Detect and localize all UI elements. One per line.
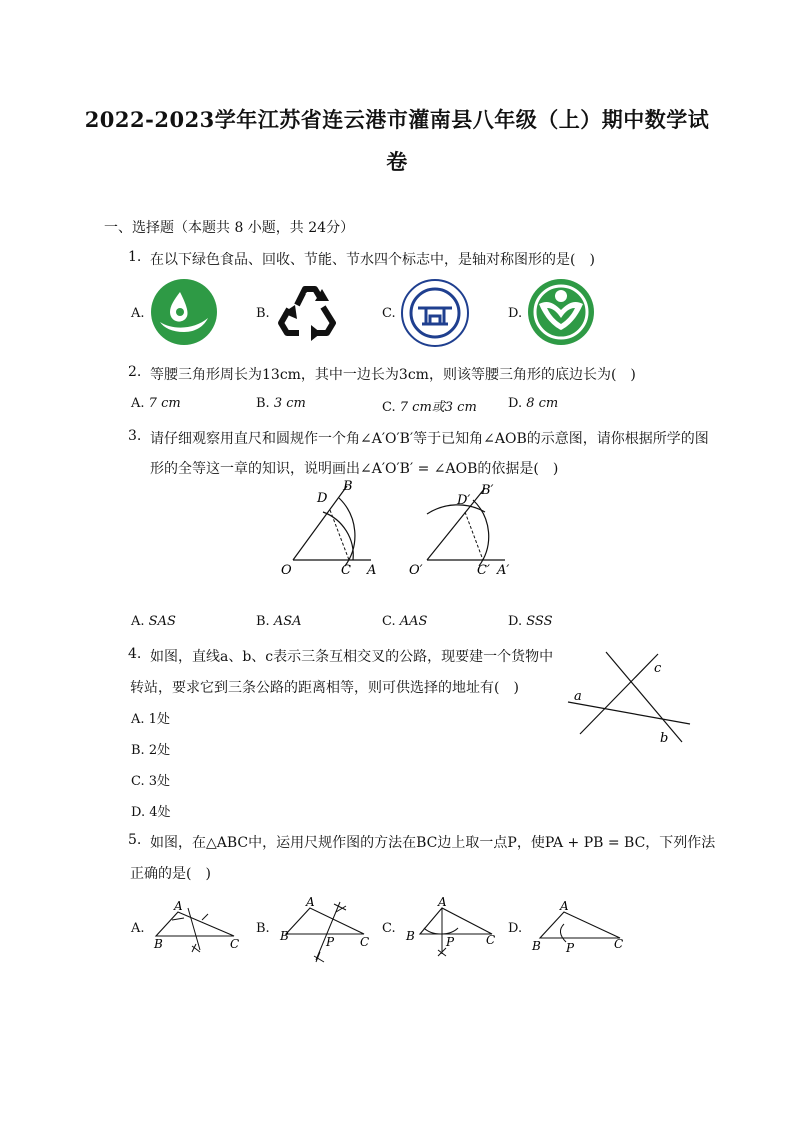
fig1-label-a: A (367, 563, 377, 578)
q4-option-a-value: 1处 (148, 712, 170, 727)
q4-option-b-label: B. (131, 743, 145, 758)
q4-label-c: c (654, 661, 662, 676)
q4-option-d-label: D. (131, 805, 146, 820)
svg-text:B: B (406, 929, 415, 943)
q2-option-a (131, 396, 181, 411)
q4-three-roads-figure (560, 646, 700, 750)
fig1-label-o: O (281, 563, 292, 578)
q1-option-d-label: D. (508, 306, 523, 321)
fig1-label-d: D (317, 491, 328, 506)
svg-text:C: C (614, 937, 624, 951)
q3-option-c-label: C. (382, 614, 396, 629)
q3-option-b-label: B. (256, 614, 270, 629)
q1-option-b-label: B. (256, 306, 270, 321)
q5-figure-d (528, 900, 628, 956)
q2-option-b-value: 3 cm (273, 396, 306, 411)
q3-text-line2: 形的全等这一章的知识，说明画出∠A′O′B′ = ∠AOB的依据是( ) (150, 461, 559, 477)
q5-option-b-label: B. (256, 921, 270, 936)
q4-option-d (131, 801, 171, 820)
q3-option-c (382, 614, 427, 629)
q4-text-line2: 转站，要求它到三条公路的距离相等，则可供选择的地址有( ) (130, 680, 519, 696)
q3-option-d-label: D. (508, 614, 523, 629)
q2-option-d-label: D. (508, 396, 523, 411)
q1-option-c-label: C. (382, 306, 396, 321)
q5-figure-a (148, 898, 244, 956)
svg-text:A: A (174, 899, 183, 913)
q4-option-a (131, 708, 170, 727)
q4-label-b: b (660, 731, 669, 746)
q2-text: 等腰三角形周长为13cm，其中一边长为3cm，则该等腰三角形的底边长为( ) (150, 367, 636, 383)
fig2-label-o: O′ (409, 563, 423, 578)
q2-option-c (382, 396, 477, 415)
q2-option-c-value: 7 cm或3 cm (399, 400, 477, 415)
svg-text:B: B (280, 929, 289, 943)
q5-figure-b (276, 896, 376, 966)
q3-number: 3. (128, 428, 142, 444)
q3-angle-construction-figures (275, 478, 525, 583)
q5-option-a-label: A. (131, 921, 145, 936)
q2-option-b-label: B. (256, 396, 270, 411)
q3-option-d-value: SSS (526, 614, 553, 629)
q2-option-a-label: A. (131, 396, 145, 411)
section-heading: 一、选择题（本题共 8 小题，共 24分） (104, 220, 355, 236)
q2-option-d (508, 396, 558, 411)
svg-text:P: P (326, 935, 335, 949)
q2-option-b (256, 396, 306, 411)
q1-text: 在以下绿色食品、回收、节能、节水四个标志中，是轴对称图形的是( ) (150, 252, 595, 268)
q3-option-c-value: AAS (399, 614, 428, 629)
svg-text:A: A (438, 896, 447, 909)
svg-text:A: A (560, 900, 569, 913)
q4-option-b (131, 739, 170, 758)
q3-option-d (508, 614, 553, 629)
q5-text-line1: 如图，在△ABC中，运用尺规作图的方法在BC边上取一点P，使PA + PB = BC，下列作法 (150, 835, 716, 851)
q4-option-d-value: 4处 (149, 805, 171, 820)
q4-option-c-label: C. (131, 774, 145, 789)
energy-saving-logo (400, 278, 470, 348)
q5-figure-c (402, 896, 502, 960)
q3-option-a-value: SAS (148, 614, 176, 629)
svg-text:C: C (360, 935, 370, 949)
q4-option-b-value: 2处 (148, 743, 171, 758)
q3-option-a (131, 614, 176, 629)
q5-number: 5. (128, 832, 142, 848)
svg-text:B: B (532, 939, 541, 953)
q5-option-d-label: D. (508, 921, 523, 936)
green-food-logo (150, 278, 218, 346)
q4-text-line1: 如图，直线a、b、c表示三条互相交叉的公路，现要建一个货物中 (150, 649, 554, 665)
q5-option-c-label: C. (382, 921, 396, 936)
fig1-label-b: B (343, 479, 353, 494)
q4-option-c (131, 770, 170, 789)
svg-text:A: A (306, 896, 315, 909)
fig1-label-c: C (341, 563, 351, 578)
svg-text:P: P (566, 941, 575, 955)
fig2-label-b: B′ (481, 483, 494, 498)
page-title-line2: 卷 (386, 149, 408, 174)
q2-number: 2. (128, 364, 142, 380)
page-title-line1: 2022-2023学年江苏省连云港市灌南县八年级（上）期中数学试 (84, 107, 710, 132)
q2-option-c-label: C. (382, 400, 396, 415)
svg-text:C: C (230, 937, 240, 951)
fig2-label-d: D′ (457, 493, 471, 508)
fig2-label-a: A′ (497, 563, 510, 578)
q3-option-b (256, 614, 302, 629)
q3-option-a-label: A. (131, 614, 145, 629)
q4-number: 4. (128, 646, 142, 662)
svg-text:C: C (486, 933, 496, 947)
svg-text:B: B (154, 937, 163, 951)
q2-option-d-value: 8 cm (526, 396, 559, 411)
q4-option-a-label: A. (131, 712, 145, 727)
recycle-icon (275, 279, 343, 345)
q4-label-a: a (574, 689, 582, 704)
q5-text-line2: 正确的是( ) (130, 866, 211, 882)
q2-option-a-value: 7 cm (148, 396, 181, 411)
q1-number: 1. (128, 249, 142, 265)
q3-text-line1: 请仔细观察用直尺和圆规作一个角∠A′O′B′等于已知角∠AOB的示意图，请你根据所学的图 (150, 431, 709, 447)
svg-text:P: P (446, 935, 455, 949)
q4-option-c-value: 3处 (148, 774, 171, 789)
q1-option-a-label: A. (131, 306, 145, 321)
q3-option-b-value: ASA (273, 614, 302, 629)
water-saving-logo (527, 278, 595, 346)
fig2-label-c: C′ (477, 563, 490, 578)
